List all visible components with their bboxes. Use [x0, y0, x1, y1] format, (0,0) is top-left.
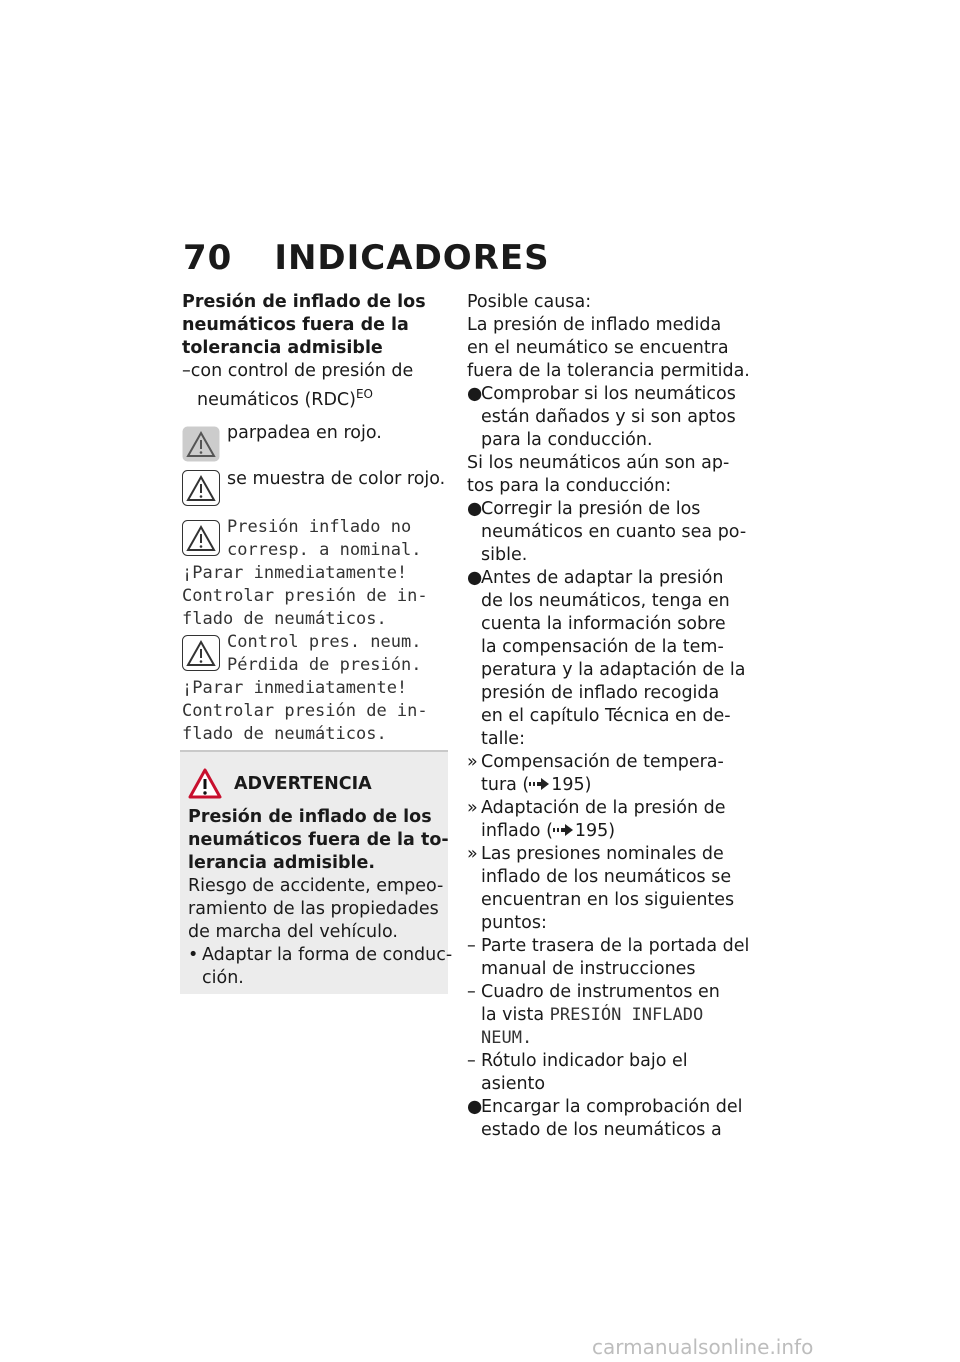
bullet-item: ● Antes de adaptar la presión [467, 568, 724, 588]
warning-title: ADVERTENCIA [234, 773, 372, 794]
left-column: Presión de inflado de los neumáticos fuera de la tolerancia admisible –con control de presión de neumáticos (RDC)$^{EO}$ parpadea en rojo. se muestra de color rojo. Presión inflado no corresp. a nominal. ¡Parar inmediatamente! Controlar presión de in- flado de neumáticos. Control pres. neum. Pérdida de presión. ¡Parar inmediatamente! Controlar presión de in- flado de neumáticos. [182, 291, 452, 746]
lamp-row-flashing: parpadea en rojo. [182, 422, 452, 468]
page-reference[interactable]: 195) [574, 821, 616, 841]
bullet-item: ● Corregir la presión de los [467, 499, 701, 519]
tire-pressure-warning-light-icon [182, 635, 220, 671]
right-column: Posible causa: La presión de inflado medida en el neumático se encuentra fuera de la tolerancia permitida. ● Comprobar si los neumáticos están dañados y si son aptos para la conducción. Si los neumáticos aún son ap- tos para la conducción: ● Corregir la presión de los neumáticos en cuanto sea po- sible. ● Antes de adaptar la presión de los neumáticos, tenga en cuenta la información sobre la compensación de la tem- peratura y la adaptación de la presión de inflado recogida en el capítulo Técnica en de- talle: » Compensación de tempera- tura ( 195) » Adaptación de la presión de inflado ( 195) » Las presiones nominales de inflado de los neumáticos se encuentran en los siguientes puntos: – Parte trasera de la portada del manual de instrucciones – Cuadro de instrumentos en la vista PRESIÓN INFLADO NEUM. – Rótulo indicador bajo el asiento ● Encargar la comprobación del estado de los neumáticos a [467, 292, 750, 1140]
footer-watermark: carmanualsonline.info [592, 1335, 814, 1359]
page-number: 70 [183, 238, 233, 278]
tire-pressure-warning-light-icon [182, 470, 220, 506]
message-1: Presión inflado no corresp. a nominal. [182, 516, 452, 562]
message-2: Control pres. neum. Pérdida de presión. [182, 631, 452, 677]
warning-triangle-icon [188, 768, 222, 800]
tire-pressure-warning-light-icon [182, 520, 220, 556]
warning-bullet: • Adaptar la forma de conduc- [188, 945, 453, 965]
page-reference[interactable]: 195) [551, 775, 592, 795]
section-title: INDICADORES [274, 238, 550, 278]
dash-item: – Parte trasera de la portada del [467, 936, 750, 956]
tire-pressure-warning-light-icon [182, 426, 220, 462]
cross-reference: » Adaptación de la presión de [467, 798, 726, 818]
warning-box: ADVERTENCIA Presión de inflado de los neumáticos fuera de la to- lerancia admisible. Riesgo de accidente, empeo- ramiento de las propiedades de marcha del vehículo. • Adaptar la forma de conduc- ción. [180, 752, 448, 994]
rdc-item: –con control de presión de [182, 361, 414, 381]
page-reference-arrow-icon [529, 778, 551, 790]
page-header [183, 238, 550, 278]
section-heading: Presión de inflado de los neumáticos fuera de la tolerancia admisible [182, 292, 426, 358]
bullet-item: ● Encargar la comprobación del [467, 1097, 743, 1117]
warning-heading: Presión de inflado de los neumáticos fuera de la to- lerancia admisible. [188, 807, 449, 873]
bullet-item: ● Comprobar si los neumáticos [467, 384, 736, 404]
cross-reference: » Compensación de tempera- [467, 752, 724, 772]
cross-reference: » Las presiones nominales de [467, 844, 724, 864]
page-reference-arrow-icon [553, 824, 575, 836]
dash-item: – Rótulo indicador bajo el [467, 1051, 688, 1071]
dash-item: – Cuadro de instrumentos en [467, 982, 720, 1002]
lamp-row-red: se muestra de color rojo. [182, 468, 452, 516]
